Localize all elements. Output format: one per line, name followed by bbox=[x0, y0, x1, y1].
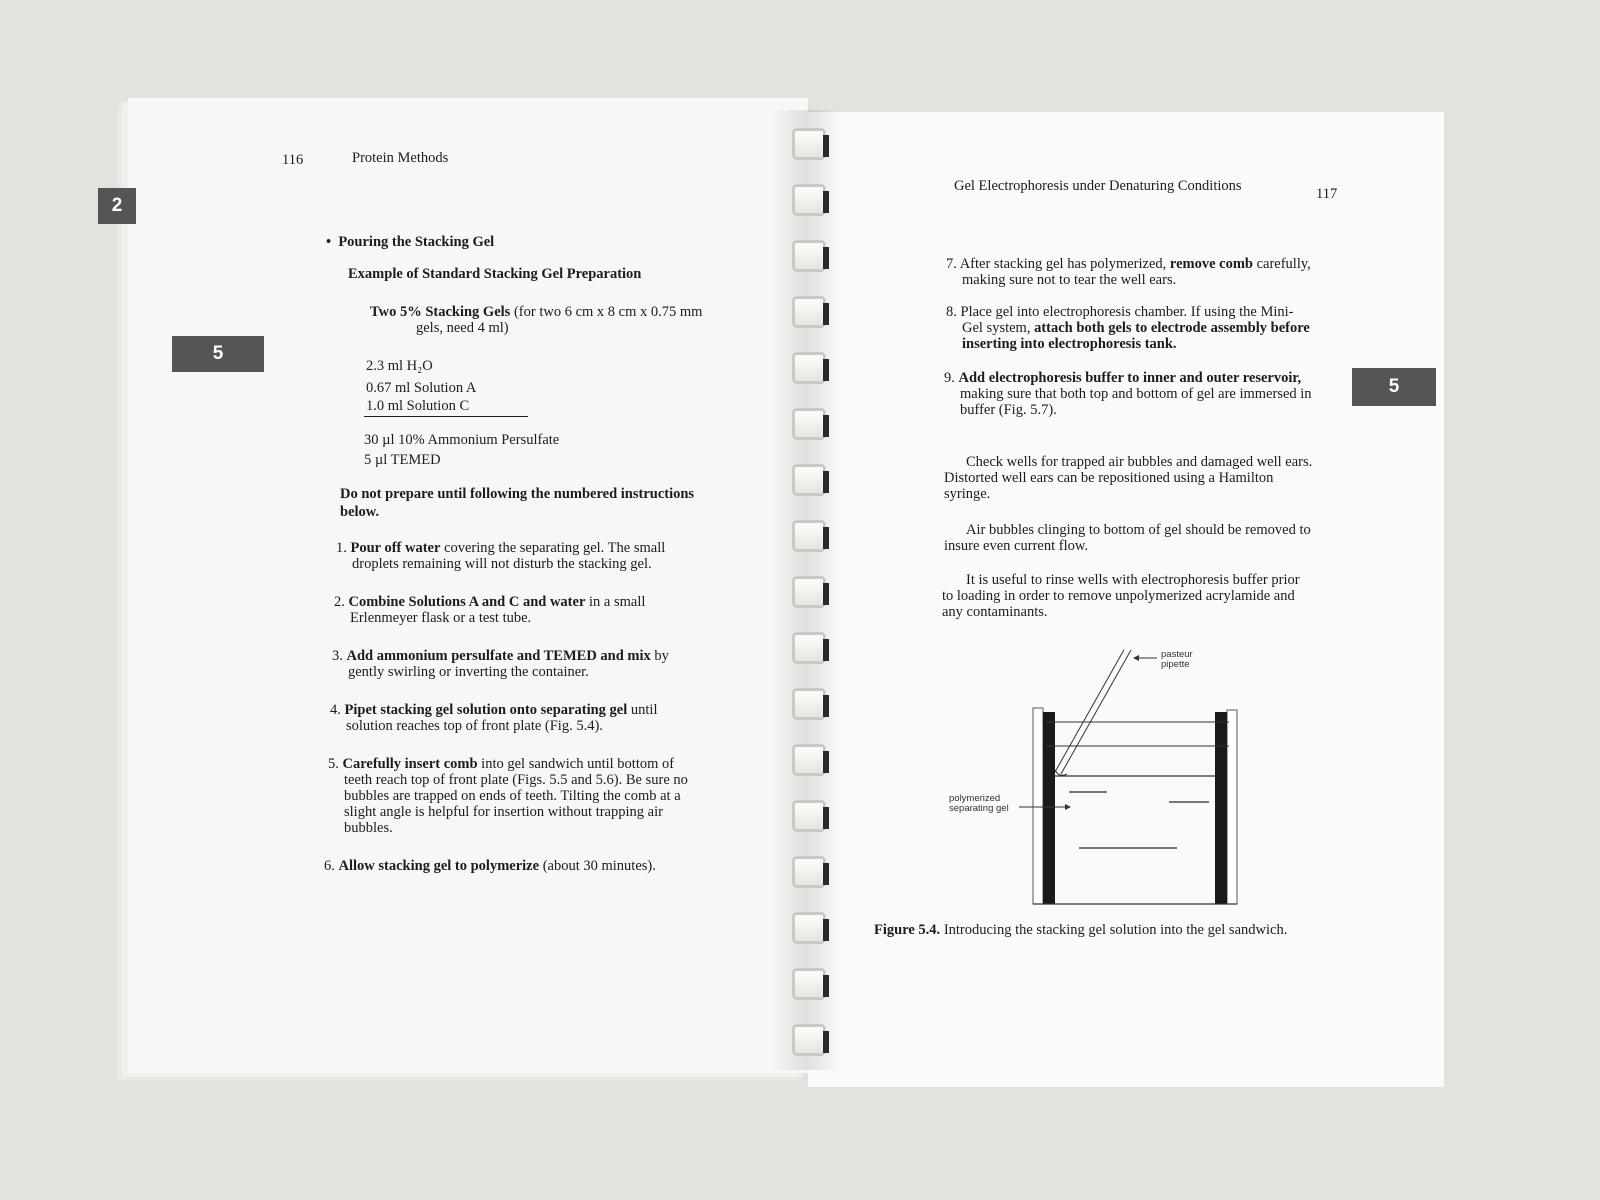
left-running-head: Protein Methods bbox=[352, 150, 449, 166]
step-3-cont: gently swirling or inverting the container. bbox=[348, 664, 589, 680]
right-page-number: 117 bbox=[1316, 186, 1338, 202]
step-1: 1. Pour off water covering the separating gel. The small bbox=[336, 540, 666, 556]
chapter-tab-2: 2 bbox=[98, 188, 136, 224]
warning-text-line2: below. bbox=[340, 504, 380, 520]
step-9: 9. Add electrophoresis buffer to inner and outer reservoir, bbox=[944, 370, 1302, 386]
step-7: 7. After stacking gel has polymerized, remove comb carefully, bbox=[946, 256, 1311, 272]
note-2: Air bubbles clinging to bottom of gel should be removed to bbox=[966, 522, 1311, 538]
step-4-cont: solution reaches top of front plate (Fig. 5.4). bbox=[346, 718, 603, 734]
step-8-line2: Gel system, attach both gels to electrode assembly before bbox=[962, 320, 1310, 336]
step-1-cont: droplets remaining will not disturb the stacking gel. bbox=[352, 556, 652, 572]
separating-gel-label: polymerized separating gel bbox=[949, 793, 1009, 814]
example-title: Example of Standard Stacking Gel Preparation bbox=[348, 266, 642, 282]
chapter-tab-5-left: 5 bbox=[172, 336, 264, 372]
note-1-cont: Distorted well ears can be repositioned using a Hamilton bbox=[944, 470, 1274, 486]
step-7-cont: making sure not to tear the well ears. bbox=[962, 272, 1177, 288]
figure-gel-sandwich bbox=[947, 650, 1267, 915]
chapter-tab-5-right: 5 bbox=[1352, 368, 1436, 406]
step-2-cont: Erlenmeyer flask or a test tube. bbox=[350, 610, 532, 626]
figure-caption: Figure 5.4. Introducing the stacking gel solution into the gel sandwich. bbox=[874, 922, 1288, 938]
note-2-cont: insure even current flow. bbox=[944, 538, 1089, 554]
left-page-number: 116 bbox=[282, 152, 304, 168]
right-running-head: Gel Electrophoresis under Denaturing Conditions bbox=[954, 178, 1242, 194]
step-8: 8. Place gel into electrophoresis chamber. If using the Mini- bbox=[946, 304, 1294, 320]
recipe-title-line2: gels, need 4 ml) bbox=[416, 320, 509, 336]
warning-text: Do not prepare until following the numbered instructions bbox=[340, 486, 695, 502]
recipe-title: Two 5% Stacking Gels (for two 6 cm x 8 cm x 0.75 mm bbox=[370, 304, 703, 320]
step-5-cont: bubbles. bbox=[344, 820, 393, 836]
pipette-label: pasteur pipette bbox=[1161, 649, 1193, 670]
step-5-cont: teeth reach top of front plate (Figs. 5.5 and 5.6). Be sure no bbox=[344, 772, 688, 788]
ingredient: 2.3 ml H₂O bbox=[366, 358, 433, 374]
step-5-cont: slight angle is helpful for insertion without trapping air bbox=[344, 804, 663, 820]
note-3-cont: any contaminants. bbox=[942, 604, 1048, 620]
step-5-cont: bubbles are trapped on ends of teeth. Tilting the comb at a bbox=[344, 788, 681, 804]
step-2: 2. Combine Solutions A and C and water in a small bbox=[334, 594, 646, 610]
recipe-divider bbox=[364, 416, 528, 417]
step-3: 3. Add ammonium persulfate and TEMED and mix by bbox=[332, 648, 669, 664]
step-4: 4. Pipet stacking gel solution onto separating gel until bbox=[330, 702, 658, 718]
step-9-cont: making sure that both top and bottom of gel are immersed in bbox=[960, 386, 1312, 402]
ingredient: 5 µl TEMED bbox=[364, 452, 441, 468]
ingredient: 30 µl 10% Ammonium Persulfate bbox=[364, 432, 560, 448]
note-1-cont: syringe. bbox=[944, 486, 991, 502]
step-8-line3: inserting into electrophoresis tank. bbox=[962, 336, 1177, 352]
gel-sandwich-diagram bbox=[947, 650, 1267, 915]
ingredient: 1.0 ml Solution C bbox=[366, 398, 470, 414]
note-1: Check wells for trapped air bubbles and damaged well ears. bbox=[966, 454, 1313, 470]
step-5: 5. Carefully insert comb into gel sandwich until bottom of bbox=[328, 756, 675, 772]
step-9-cont: buffer (Fig. 5.7). bbox=[960, 402, 1057, 418]
note-3: It is useful to rinse wells with electrophoresis buffer prior bbox=[966, 572, 1300, 588]
section-bullet-title: • Pouring the Stacking Gel bbox=[326, 234, 495, 250]
ingredient: 0.67 ml Solution A bbox=[366, 380, 477, 396]
note-3-cont: to loading in order to remove unpolymerized acrylamide and bbox=[942, 588, 1295, 604]
step-6: 6. Allow stacking gel to polymerize (about 30 minutes). bbox=[324, 858, 656, 874]
